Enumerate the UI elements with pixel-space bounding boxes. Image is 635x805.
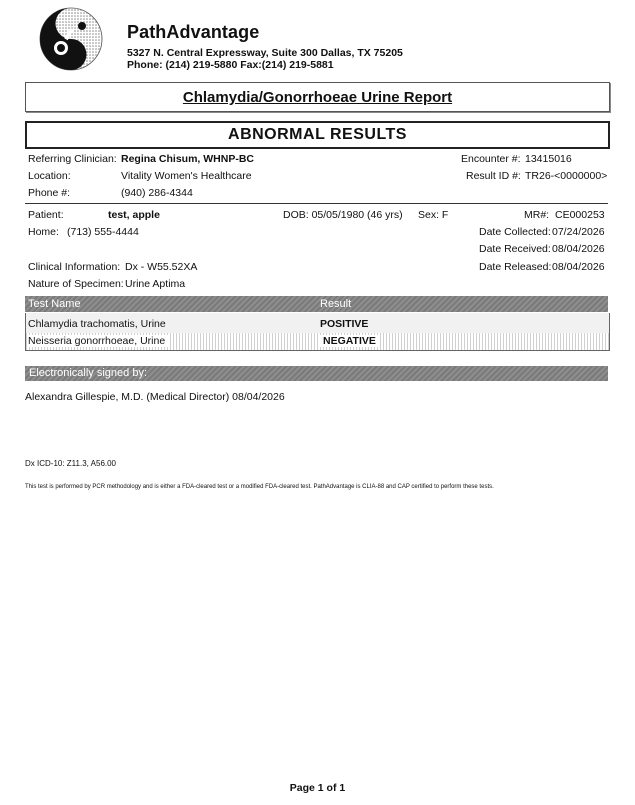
clinical-info-label: Clinical Information:	[28, 261, 121, 273]
test-name-gonorrhoeae: Neisseria gonorrhoeae, Urine	[28, 335, 168, 347]
referring-clinician-label: Referring Clinician:	[28, 153, 117, 165]
section-divider	[25, 203, 608, 204]
status-banner-box	[25, 121, 610, 149]
pathadvantage-logo	[38, 6, 104, 72]
patient-label: Patient:	[28, 209, 64, 221]
signer: Alexandra Gillespie, M.D. (Medical Director) 08/04/2026	[25, 391, 285, 403]
specimen-label: Nature of Specimen:	[28, 278, 124, 290]
signature-band-label: Electronically signed by:	[29, 367, 148, 379]
date-released-value: 08/04/2026	[552, 261, 605, 273]
result-id-label: Result ID #:	[466, 170, 521, 182]
encounter-value: 13415016	[525, 153, 572, 165]
dx-codes: Dx ICD-10: Z11.3, A56.00	[25, 459, 117, 468]
test-name-chlamydia: Chlamydia trachomatis, Urine	[28, 318, 166, 330]
table-row	[25, 313, 610, 333]
mr-value: CE000253	[555, 209, 605, 221]
lab-address: 5327 N. Central Expressway, Suite 300 Dallas, TX 75205	[127, 47, 403, 59]
date-received-value: 08/04/2026	[552, 243, 605, 255]
col-test-name: Test Name	[28, 298, 81, 310]
clinical-info-value: Dx - W55.52XA	[125, 261, 198, 273]
brand-name: PathAdvantage	[127, 22, 260, 42]
patient-sex: Sex: F	[418, 209, 449, 221]
result-gonorrhoeae: NEGATIVE	[320, 335, 379, 347]
home-phone-value: (713) 555-4444	[67, 226, 139, 238]
report-title-box	[25, 82, 610, 112]
lab-address-block	[127, 47, 403, 71]
location-label: Location:	[28, 170, 71, 182]
home-phone-label: Home:	[28, 226, 59, 238]
result-chlamydia: POSITIVE	[320, 318, 369, 330]
patient-name: test, apple	[108, 209, 160, 221]
specimen-value: Urine Aptima	[125, 278, 186, 290]
result-id-value: TR26-<0000000>	[525, 170, 608, 182]
encounter-label: Encounter #:	[461, 153, 521, 165]
lab-phone-fax: Phone: (214) 219-5880 Fax:(214) 219-5881	[127, 59, 334, 71]
location-value: Vitality Women's Healthcare	[121, 170, 252, 182]
date-received-label: Date Received:	[479, 243, 551, 255]
date-collected-value: 07/24/2026	[552, 226, 605, 238]
phone-value: (940) 286-4344	[121, 187, 193, 199]
date-collected-label: Date Collected:	[479, 226, 551, 238]
mr-label: MR#:	[524, 209, 550, 221]
report-title: Chlamydia/Gonorrhoeae Urine Report	[182, 89, 453, 106]
status-banner: ABNORMAL RESULTS	[228, 126, 407, 143]
phone-label: Phone #:	[28, 187, 71, 199]
table-row	[25, 333, 610, 351]
date-released-label: Date Released:	[479, 261, 552, 273]
results-header	[25, 296, 608, 312]
signature-band	[25, 366, 608, 381]
disclaimer: This test is performed by PCR methodology and is either a FDA-cleared test or a modified FDA-cleared test. PathAdvantage is CLIA-88 and CAP certified to perform these tests.	[25, 484, 494, 490]
referring-clinician-value: Regina Chisum, WHNP-BC	[121, 153, 255, 165]
col-result: Result	[320, 298, 352, 310]
patient-dob: DOB: 05/05/1980 (46 yrs)	[283, 209, 403, 221]
page-number: Page 1 of 1	[289, 782, 346, 794]
